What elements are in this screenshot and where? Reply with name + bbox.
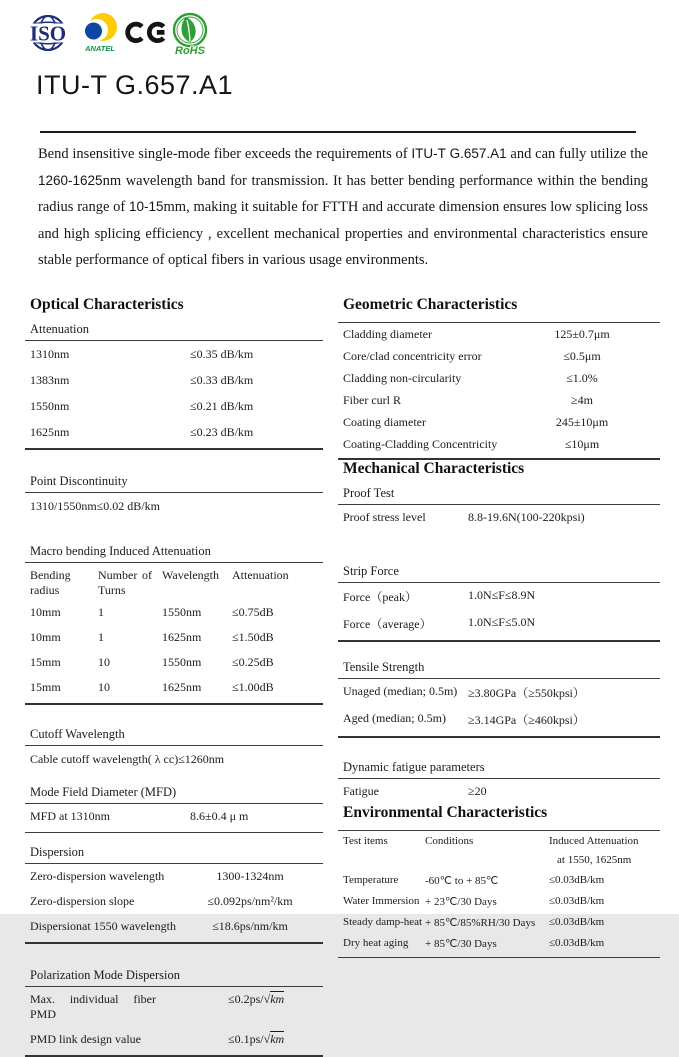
title-divider [40,131,636,133]
mfd-table [25,804,323,829]
table-row [25,914,323,939]
intro-text: Bend insensitive single-mode fiber exceeds the requirements of [38,146,412,162]
cell: 10mm [30,605,61,619]
rohs-logo-icon [172,11,208,57]
right-column [338,296,660,958]
rohs-logo-text: RoHS [175,45,205,57]
cell: ≤0.03dB/km [549,874,605,886]
tensile-strength-table [338,679,660,733]
strip-force-table [338,583,660,637]
divider [25,832,323,833]
cell: 1550nm [162,655,202,669]
cell: -60℃ to + 85℃ [425,875,499,887]
pmd-value-radicand: km [270,992,285,1006]
table-row [338,583,660,610]
row-value: ≤1.0% [566,370,598,385]
column-header: Number of Turns [98,568,152,597]
row-value: ≥20 [468,784,487,798]
row-value: 1.0N≤F≤8.9N [468,588,536,602]
row-label: Cladding non-circularity [343,370,462,385]
geometric-table [338,323,660,455]
cell: 10 [98,655,110,669]
row-label: Dispersionat 1550 wavelength [30,919,176,933]
row-value: 125±0.7μm [554,326,610,341]
cell: ≤1.50dB [232,630,274,644]
table-row [338,679,660,706]
column-header: Attenuation [232,568,289,582]
table-row [25,650,323,675]
cell: 1550nm [162,605,202,619]
attenuation-table [25,341,323,445]
row-value: 245±10μm [555,414,609,429]
table-row [338,323,660,345]
row-label: Fiber curl R [343,392,401,407]
section-title: Optical Characteristics [30,296,184,313]
anatel-logo-icon [78,11,120,55]
row-label: Proof stress level [343,510,426,524]
intro-paragraph [38,141,648,274]
subsection-pmd: Polarization Mode Dispersion [30,968,180,982]
environmental-table [338,831,660,954]
cell: 10 [98,680,110,694]
row-label: 1310nm [30,346,70,361]
divider [25,703,323,705]
row-value: 1300-1324nm [216,869,284,883]
table-row [338,933,660,954]
row-label: Core/clad concentricity error [343,348,482,363]
table-row [25,419,323,445]
pmd-value-radicand: km [270,1032,285,1046]
table-row [338,912,660,933]
cell: 1625nm [162,630,202,644]
subsection-cutoff-wavelength: Cutoff Wavelength [30,727,125,741]
column-header [549,835,660,866]
row-value: ≥4m [571,392,593,407]
table-row [25,1027,323,1052]
cell: Water Immersion [343,895,420,907]
column-header: Test items [343,835,388,847]
table-row [25,889,323,914]
row-label: Coating-Cladding Concentricity [343,436,498,451]
column-header-line1: Induced Attenuation [549,835,639,847]
row-value: 1.0N≤F≤5.0N [468,615,536,629]
section-environmental-characteristics [338,804,660,958]
row-label: Cladding diameter [343,326,432,341]
row-value: ≤0.23 dB/km [190,424,254,439]
table-row [25,393,323,419]
cell: ≤0.03dB/km [549,895,605,907]
subsection-strip-force: Strip Force [343,564,399,578]
row-value: 8.6±0.4 μ m [190,809,249,823]
table-row [25,341,323,367]
cell: ≤1.00dB [232,680,274,694]
section-geometric-characteristics [338,296,660,460]
cell: + 85℃/85%RH/30 Days [425,917,536,929]
intro-text: mm, making it suitable for FTTH and accurate dimension ensures low splicing loss and high splicing efficiency , excellent mechanical properties and environmental characteristics ensure stable performance of optical fibers in various usage environments. [38,199,648,268]
divider [338,736,660,738]
row-label: 1625nm [30,424,70,439]
ce-mark-icon [125,11,167,55]
row-value: 8.8-19.6N(100-220kpsi) [468,510,585,524]
row-label: Force（average） [343,617,432,631]
column-header: Conditions [425,835,474,847]
table-row [338,779,660,804]
subsection-dispersion: Dispersion [30,845,85,859]
table-row [25,675,323,700]
subsection-point-discontinuity: Point Discontinuity [30,474,128,488]
table-row [338,433,660,455]
row-value: ≤10μm [564,436,600,451]
dispersion-table [25,864,323,939]
row-label: PMD link design value [30,1032,141,1046]
table-header-row [25,563,323,600]
table-row [25,600,323,625]
intro-standard-ref: ITU-T G.657.A1 [411,146,507,161]
intro-text: and can fully utilize the [506,146,648,162]
cell: 1625nm [162,680,202,694]
column-header: Bending radius [30,568,71,597]
pmd-value-prefix: ≤0.1ps/√ [228,1032,271,1046]
page-title: ITU-T G.657.A1 [36,70,234,100]
row-value [170,1032,323,1047]
row-label: Max. individual fiber PMD [30,992,156,1021]
subsection-proof-test: Proof Test [343,486,395,500]
point-discontinuity-value: 1310/1550nm≤0.02 dB/km [30,499,160,513]
subsection-dynamic-fatigue: Dynamic fatigue parameters [343,760,485,774]
cell: 1 [98,605,104,619]
table-row [338,891,660,912]
cell: ≤0.25dB [232,655,274,669]
cell: ≤0.03dB/km [549,937,605,949]
row-label: MFD at 1310nm [30,809,111,823]
table-row [25,804,323,829]
table-row [25,987,323,1027]
macro-bending-table [25,563,323,700]
cell: + 23℃/30 Days [425,896,497,908]
section-title: Geometric Characteristics [343,296,518,313]
subsection-tensile-strength: Tensile Strength [343,660,425,674]
column-header-line2: at 1550, 1625nm [557,854,632,866]
fatigue-table [338,779,660,804]
table-row [25,625,323,650]
divider [338,640,660,642]
row-label: Zero-dispersion wavelength [30,869,165,883]
table-row [338,505,660,530]
row-label: Aged (median; 0.5m) [343,711,446,725]
cell: ≤0.75dB [232,605,274,619]
cell: 15mm [30,655,61,669]
divider [25,448,323,450]
anatel-logo-text: ANATEL [85,44,115,53]
row-value: ≤0.35 dB/km [190,346,254,361]
row-value: ≤0.21 dB/km [190,398,254,413]
table-row [338,367,660,389]
intro-text: nm wavelength band for transmission. It has better bending performance within the bending radius range of [38,172,648,215]
table-row [338,706,660,733]
cell: Dry heat aging [343,937,409,949]
table-row [338,345,660,367]
row-label: Unaged (median; 0.5m) [343,684,458,698]
table-header-row [338,831,660,870]
table-row [25,864,323,889]
intro-radius-range: 10-15 [129,199,164,214]
row-value [170,992,323,1007]
row-label: Fatigue [343,784,379,798]
cutoff-wavelength-value: Cable cutoff wavelength( λ cc)≤1260nm [30,752,225,766]
cell: + 85℃/30 Days [425,938,497,950]
row-value: ≥3.80GPa（≥550kpsi） [468,686,585,700]
cell: 10mm [30,630,61,644]
section-mechanical-characteristics [338,460,660,804]
certification-logos [23,11,208,57]
divider [25,942,323,944]
intro-band-range: 1260-1625 [38,172,103,188]
cell: 15mm [30,680,61,694]
cell: 1 [98,630,104,644]
cell: ≤0.03dB/km [549,916,605,928]
row-label: Zero-dispersion slope [30,894,135,908]
row-label: 1383nm [30,372,70,387]
row-label: Force（peak） [343,590,417,604]
subsection-mfd: Mode Field Diameter (MFD) [30,785,177,799]
row-value: ≥3.14GPa（≥460kpsi） [468,713,585,727]
row-label: 1550nm [30,398,70,413]
left-column [25,296,323,1057]
table-row [338,411,660,433]
pmd-table [25,987,323,1052]
row-value: ≤0.092ps/nm²/km [207,894,293,908]
divider [338,957,660,958]
table-row [338,610,660,637]
subsection-macro-bending: Macro bending Induced Attenuation [30,544,211,558]
pmd-value-prefix: ≤0.2ps/√ [228,992,271,1006]
iso-logo-text: ISO [29,21,67,46]
section-title: Mechanical Characteristics [343,460,525,477]
section-title: Environmental Characteristics [343,804,548,821]
table-row [338,389,660,411]
cell: Steady damp-heat [343,916,423,928]
row-value: ≤18.6ps/nm/km [212,919,288,933]
row-value: ≤0.33 dB/km [190,372,254,387]
column-header: Wavelength [162,568,220,582]
row-value: ≤0.5μm [563,348,601,363]
proof-test-table [338,505,660,530]
table-row [25,367,323,393]
subsection-attenuation: Attenuation [30,322,90,336]
cell: Temperature [343,874,399,886]
iso-logo-icon [23,11,73,55]
table-row [338,870,660,891]
section-optical-characteristics [25,296,323,1057]
row-label: Coating diameter [343,414,426,429]
